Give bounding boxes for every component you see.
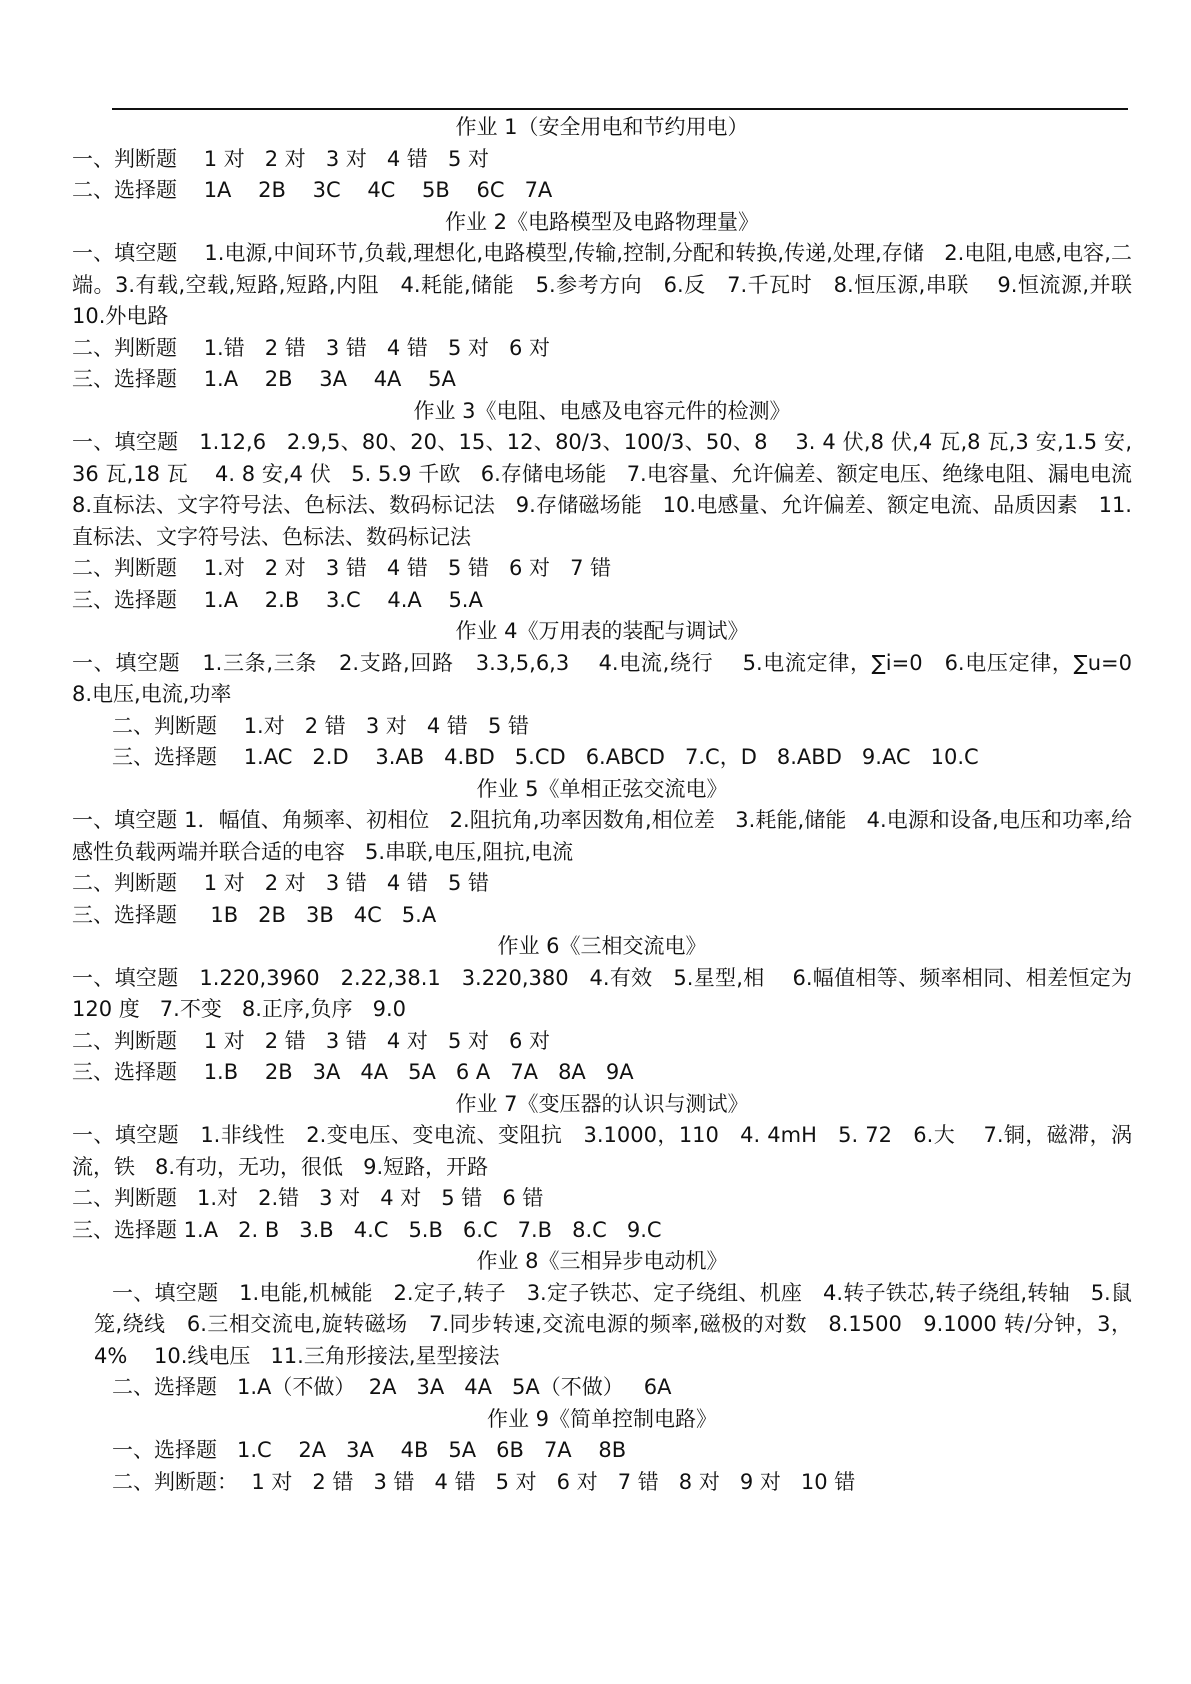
answer-line: 二、判断题 1.对 2 错 3 对 4 错 5 错 — [112, 713, 529, 738]
section-title: 作业 8《三相异步电动机》 — [476, 1249, 728, 1273]
answer-line: 三、选择题 1.A 2. B 3.B 4.C 5.B 6.C 7.B 8.C 9.C — [72, 1217, 662, 1242]
answer-line: 一、判断题 1 对 2 对 3 对 4 错 5 对 — [72, 146, 489, 171]
section-title: 作业 1（安全用电和节约用电） — [455, 115, 749, 139]
answer-line: 一、填空题 1．幅值、角频率、初相位 2.阻抗角,功率因数角,相位差 3.耗能,储能 4.电源和设备,电压和功率,给感性负载两端并联合适的电容 5.串联,电压,阻抗,电流 — [72, 808, 1132, 864]
answer-line: 一、选择题 1.C 2A 3A 4B 5A 6B 7A 8B — [112, 1438, 627, 1462]
answer-line: 三、选择题 1.B 2B 3A 4A 5A 6 A 7A 8A 9A — [72, 1060, 634, 1084]
answer-line: 三、选择题 1.A 2B 3A 4A 5A — [72, 367, 456, 391]
answer-line: 二、判断题 1.对 2.错 3 对 4 对 5 错 6 错 — [72, 1186, 544, 1210]
answer-line: 二、判断题 1 对 2 错 3 错 4 对 5 对 6 对 — [72, 1028, 551, 1053]
answer-line: 三、选择题 1.A 2.B 3.C 4.A 5.A — [72, 587, 483, 612]
section-title: 作业 2《电路模型及电路物理量》 — [444, 209, 760, 234]
answer-line: 三、选择题 1.AC 2.D 3.AB 4.BD 5.CD 6.ABCD 7.C，D 8.ABD 9.AC 10.C — [112, 745, 979, 769]
answer-line: 一、填空题 1.电能,机械能 2.定子,转子 3.定子铁芯、定子绕组、机座 4.转子铁芯,转子绕组,转轴 5.鼠笼,绕线 6.三相交流电,旋转磁场 7.同步转速,交流电源的频率,磁极的对数 8.1500 9.1000 转/分钟，3，4% 10.线电压 11.三角形接法,星型接法 — [94, 1280, 1132, 1368]
answer-line: 一、填空题 1.电源,中间环节,负载,理想化,电路模型,传输,控制,分配和转换,传递,处理,存储 2.电阻,电感,电容,二端。3.有载,空载,短路,短路,内阻 4.耗能,储能 5.参考方向 6.反 7.千瓦时 8.恒压源,串联 9.恒流源,并联 10.外电路 — [72, 241, 1153, 328]
section-title: 作业 4《万用表的装配与调试》 — [455, 619, 749, 643]
section-title: 作业 5《单相正弦交流电》 — [476, 776, 728, 801]
answer-line: 二、选择题 1A 2B 3C 4C 5B 6C 7A — [72, 178, 553, 202]
answer-line: 二、选择题 1.A（不做） 2A 3A 4A 5A（不做） 6A — [112, 1375, 672, 1399]
answer-line: 二、判断题 1.对 2 对 3 错 4 错 5 错 6 对 7 错 — [72, 556, 612, 580]
answer-line: 一、填空题 1.220,3960 2.22,38.1 3.220,380 4.有效 5.星型,相 6.幅值相等、频率相同、相差恒定为 120 度 7.不变 8.正序,负序 9.0 — [72, 965, 1139, 1021]
section-title: 作业 6《三相交流电》 — [497, 934, 707, 958]
answer-content — [72, 112, 1153, 1498]
answer-line: 二、判断题 1 对 2 对 3 错 4 错 5 错 — [72, 871, 489, 895]
answer-line: 一、填空题 1.12,6 2.9,5、80、20、15、12、80/3、100/3、50、8 3. 4 伏,8 伏,4 瓦,8 瓦,3 安,1.5 安,36 瓦,18 瓦 4. 8 安,4 伏 5. 5.9 千欧 6.存储电场能 7.电容量、允许偏差、额定电压、绝缘电阻、漏电电流 8.直标法、文字符号法、色标法、数码标记法 9.存储磁场能 10.电感量、允许偏差、额定电流、品质因素 11. 直标法、文字符号法、色标法、数码标记法 — [72, 430, 1153, 549]
answer-line: 一、填空题 1.非线性 2.变电压、变电流、变阻抗 3.1000，110 4. 4mH 5. 72 6.大 7.铜，磁滞，涡流，铁 8.有功，无功，很低 9.短路，开路 — [72, 1123, 1132, 1179]
section-title: 作业 7《变压器的认识与测试》 — [455, 1091, 749, 1116]
answer-line: 二、判断题： 1 对 2 错 3 错 4 错 5 对 6 对 7 错 8 对 9 对 10 错 — [112, 1469, 856, 1494]
section-title: 作业 3《电阻、电感及电容元件的检测》 — [413, 398, 791, 423]
answer-line: 三、选择题 1B 2B 3B 4C 5.A — [72, 902, 437, 927]
header-rule — [112, 108, 1128, 110]
section-title: 作业 9《简单控制电路》 — [486, 1406, 718, 1431]
answer-line: 二、判断题 1.错 2 错 3 错 4 错 5 对 6 对 — [72, 335, 551, 360]
answer-line: 一、填空题 1.三条,三条 2.支路,回路 3.3,5,6,3 4.电流,绕行 5.电流定律，∑i=0 6.电压定律，∑u=0 8.电压,电流,功率 — [72, 650, 1153, 706]
